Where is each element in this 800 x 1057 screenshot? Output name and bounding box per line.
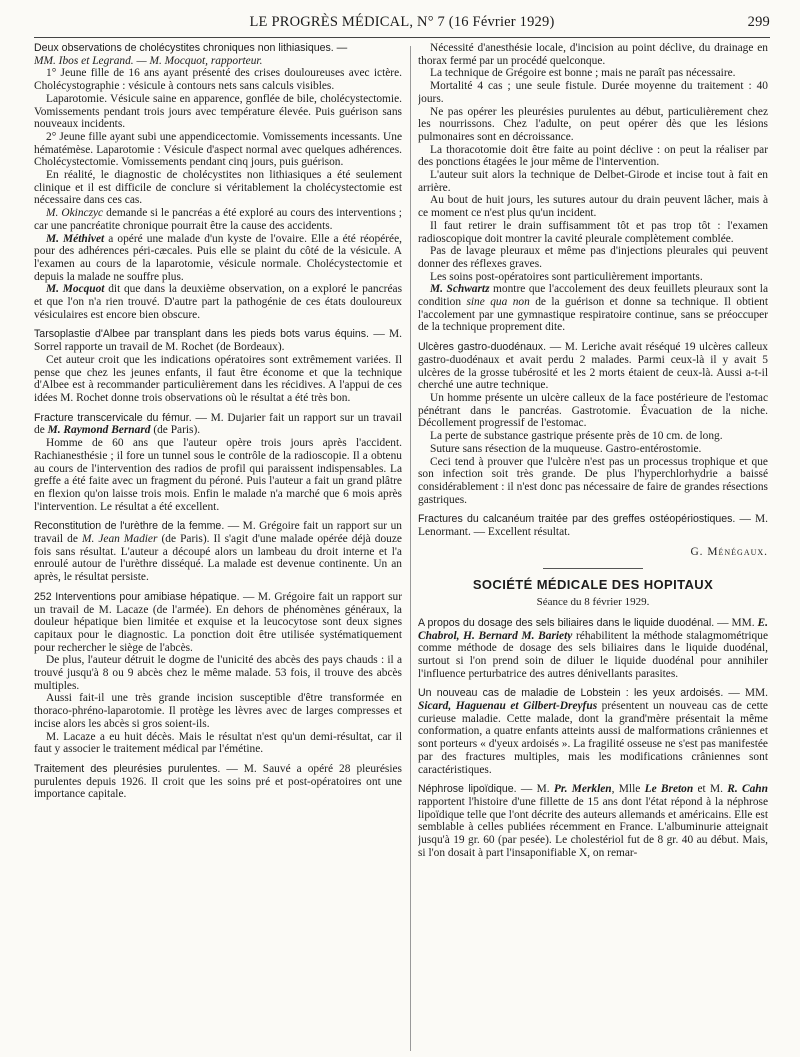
speaker-name: M. Schwartz bbox=[430, 283, 490, 296]
paragraph: L'auteur suit alors la technique de Delbet-Girode et incise tout à fait en arrière. bbox=[418, 169, 768, 194]
article-urethre bbox=[34, 520, 402, 584]
header-rule bbox=[34, 37, 770, 38]
article-pleuresies-continued bbox=[418, 42, 768, 334]
author-names: Pr. Merklen bbox=[553, 783, 612, 796]
article-calcaneum bbox=[418, 513, 768, 538]
section-title: SOCIÉTÉ MÉDICALE DES HOPITAUX bbox=[472, 577, 714, 593]
paragraph bbox=[34, 207, 402, 232]
article-title: Reconstitution de l'urèthre de la femme. bbox=[34, 520, 225, 533]
paragraph-text: demande si le pancréas a été exploré au cours des interventions ; car une pancréatite chronique pourrait être la cause des accidents. bbox=[34, 207, 402, 232]
article-title: Fractures du calcanéum traitée par des greffes ostéopériostiques. bbox=[418, 513, 736, 526]
article-pleuresies bbox=[34, 763, 402, 801]
article-ulceres bbox=[418, 341, 768, 506]
article-lead: (de Paris). Il s'agit d'une malade opérée déjà douze fois sans résultat. L'auteur a découpé alors un lambeau du droit interne et l'a enroulé autour de l'urèthre disséqué. La malade est devenue continente. Un an après, le résultat persiste. bbox=[34, 533, 402, 584]
author-names: Le Breton bbox=[644, 783, 694, 796]
paragraph: 2° Jeune fille ayant subi une appendicectomie. Vomissements incessants. Une hématémèse. Laparotomie : Vésicule d'aspect normal avec quelques adhérences. Cholécystectomie. Vomissements pendant cinq jours, puis guérison. bbox=[34, 130, 402, 169]
author-names: E. Chabrol, H. Bernard M. Bariety bbox=[418, 616, 768, 642]
paragraph bbox=[34, 283, 402, 321]
author-names: Sicard, Haguenau et Gilbert-Dreyfus bbox=[418, 700, 598, 713]
paragraph: Il faut retirer le drain suffisamment tôt et pas trop tôt : l'examen radioscopique doit montrer la cavité pleurale complètement comblée. bbox=[418, 219, 768, 245]
article-title: A propos du dosage des sels biliaires dans le liquide duodénal. bbox=[418, 616, 715, 629]
article-lead: (de Paris). bbox=[150, 424, 201, 437]
article-authors: MM. Ibos et Legrand. — M. Mocquot, rapporteur. bbox=[34, 54, 263, 67]
article-title: Ulcères gastro-duodénaux. bbox=[418, 341, 547, 354]
paragraph bbox=[418, 283, 768, 334]
article-title: Un nouveau cas de maladie de Lobstein : les yeux ardoisés. bbox=[418, 687, 724, 700]
article-lead: — MM. bbox=[723, 687, 768, 700]
article-lead: — M. Leriche avait réséqué 19 ulcères calleux gastro-duodénaux et avait perdu 2 malades. Parmi ceux-là il y avait 5 ulcères de la grosse tubérosité et les 2 morts étaient de ceux-là. Aussi a-t-il cherché une autre technique. bbox=[418, 341, 768, 392]
paragraph: Laparotomie. Vésicule saine en apparence, gonflée de bile, cholécystectomie. Vomissements pendant trois jours avec température élevée. Puis guérison sans nouveaux incidents. bbox=[34, 92, 402, 131]
speaker-name: M. Okinczyc bbox=[46, 207, 104, 220]
article-title: Tarsoplastie d'Albee par transplant dans les pieds bots varus équins. bbox=[34, 328, 369, 341]
running-title: LE PROGRÈS MÉDICAL, N° 7 (16 Février 1929) bbox=[249, 14, 555, 30]
column-divider bbox=[410, 46, 411, 1051]
paragraph-text: de la guérison et donne sa technique. Il obtient l'accolement par une gymnastique respiratoire continue, sans se préoccuper de la technique proprement dite. bbox=[418, 296, 768, 334]
author-signature: G. Ménégaux. bbox=[690, 545, 768, 558]
speaker-name: M. Méthivet bbox=[46, 232, 105, 245]
author-names: R. Cahn bbox=[727, 783, 768, 796]
paragraph: Nécessité d'anesthésie locale, d'incision au point déclive, du drainage en thorax fermé par un procédé quelconque. bbox=[418, 42, 768, 67]
article-lead: présentent un nouveau cas de cette curieuse maladie. Cette malade, dont la grand'mère présentait la même conformation, a quatre enfants atteints aussi de malformations crâniennes et sont porteurs « d'yeux ardoisés ». La fragilité osseuse ne s'est pas manifestée par des fractures multiples, mais les modifications crâniennes sont caractéristiques. bbox=[418, 700, 768, 776]
paragraph: Cet auteur croit que les indications opératoires sont extrêmement variées. Il pense que chez les jeunes enfants, il faut être économe et que la technique d'Albee est à recommander particulièrement dans les récidives. A l'appui de ces idées M. Rochet donne trois observations où le résultat a été très bon. bbox=[34, 353, 402, 404]
article-title: Néphrose lipoïdique. bbox=[418, 783, 517, 796]
paragraph: De plus, l'auteur détruit le dogme de l'unicité des abcès des pays chauds : il a trouvé jusqu'à 8 ou 9 abcès chez le même malade. 53 fois, il trouve des abcès multiples. bbox=[34, 654, 402, 692]
paragraph: Pas de lavage pleuraux et même pas d'injections pleurales qui peuvent donner des réflexes graves. bbox=[418, 245, 768, 270]
paragraph: Aussi fait-il une très grande incision susceptible d'être transformée en thoraco-phréno-laparotomie. Il protège les lèvres avec de larges compresses et incise alors les abcès si gros soient-ils. bbox=[34, 692, 402, 730]
article-lead: — M. Sauvé a opéré 28 pleurésies purulentes depuis 1926. Il croit que les soins pré et post-opératoires ont une importance capitale. bbox=[34, 762, 402, 801]
paragraph-text: a opéré une malade d'un kyste de l'ovaire. Elle a été réopérée, pour des adhérences péri-cæcales. Puis elle se plaint du côté de la vésicule. A l'examen au cours de la laparotomie, vésicule normale. Cholécystectomie et depuis la malade ne souffre plus. bbox=[34, 232, 402, 283]
article-lead: et M. bbox=[693, 783, 728, 796]
article-title: 252 Interventions pour amibiase hépatique. bbox=[34, 590, 240, 603]
paragraph: Les soins post-opératoires sont particulièrement importants. bbox=[430, 270, 703, 283]
article-lead: , Mlle bbox=[611, 783, 645, 796]
paragraph: Mortalité 4 cas ; une seule fistule. Durée moyenne du traitement : 40 jours. bbox=[418, 80, 768, 105]
article-lead: — M. bbox=[516, 783, 554, 796]
article-lead: — M. Grégoire fait un rapport sur un travail de bbox=[34, 520, 402, 546]
article-fracture-femur bbox=[34, 412, 402, 514]
page-number: 299 bbox=[747, 14, 770, 30]
latin-phrase: sine qua non bbox=[466, 296, 530, 309]
article-lead: — M. Lenormant. — Excellent résultat. bbox=[418, 513, 768, 539]
article-sels-biliaires bbox=[418, 617, 768, 681]
article-lobstein bbox=[418, 687, 768, 776]
article-lead: réhabilitent la méthode stalagmométrique comme méthode de dosage des sels biliaires dans le liquide duodénal, surtout si l'on prend soin de diluer le liquide duodénal pour annihiler l'influence perturbatrice des autres dénivellants parasites. bbox=[418, 629, 768, 680]
author-name: M. Raymond Bernard bbox=[47, 424, 151, 437]
paragraph-text: dit que dans la deuxième observation, on a exploré le pancréas et que l'on n'a rien trouvé. D'autre part la pathogénie de ces états douloureux vésiculaires est encore bien obscure. bbox=[34, 283, 402, 321]
article-title: Deux observations de cholécystites chroniques non lithiasiques. — bbox=[34, 42, 348, 54]
article-title: Traitement des pleurésies purulentes. bbox=[34, 762, 221, 775]
article-amibiase bbox=[34, 591, 402, 756]
paragraph: Ne pas opérer les pleurésies purulentes au début, particulièrement chez les nourrissons. Chez l'adulte, on peut opérer dès que les lésions pulmonaires sont en décroissance. bbox=[418, 105, 768, 143]
paragraph-text: montre que l'accolement des deux feuillets pleuraux sont la condition bbox=[418, 283, 768, 309]
paragraph: La thoracotomie doit être faite au point déclive : on peut la réaliser par des ponctions étagées le jour même de l'intervention. bbox=[418, 143, 768, 169]
section-rule bbox=[543, 568, 643, 569]
paragraph: En réalité, le diagnostic de cholécystites non lithiasiques a été seulement clinique et il est difficile de conclure si véritablement la cholécystectomie est nécessaire dans ces cas. bbox=[34, 169, 402, 207]
left-column bbox=[34, 42, 402, 1052]
paragraph: Au bout de huit jours, les sutures autour du drain peuvent lâcher, mais à ce moment ce n'est plus qu'un incident. bbox=[418, 194, 768, 220]
paragraph bbox=[34, 233, 402, 284]
article-lead: — M. Sorrel rapporte un travail de M. Rochet (de Bordeaux). bbox=[34, 328, 402, 354]
paragraph: La technique de Grégoire est bonne ; mais ne paraît pas nécessaire. bbox=[430, 67, 736, 80]
article-lead: — M. Grégoire fait un rapport sur un travail de M. Lacaze (de l'armée). En dehors de phénomènes généraux, la douleur hépatique bien limitée et exquise et la leucocytose sont deux signes capitaux pour le diagnostic. La ponction doit être utilisée systématiquement pour rechercher le siège de l'abcès. bbox=[34, 590, 402, 654]
paragraph: La perte de substance gastrique présente près de 10 cm. de long. bbox=[430, 430, 723, 443]
article-tarsoplastie bbox=[34, 328, 402, 404]
speaker-name: M. Mocquot bbox=[46, 283, 105, 296]
paragraph: Un homme présente un ulcère calleux de la face postérieure de l'estomac pénétrant dans le pancréas. Gastrotomie. Évacuation de la niche. Décollement progressif de l'estomac. bbox=[418, 391, 768, 430]
right-column bbox=[418, 42, 768, 1052]
article-lead: — M. Dujarier fait un rapport sur un travail de bbox=[34, 411, 402, 437]
author-name: M. Jean Madier bbox=[81, 533, 158, 546]
paragraph: Suture sans résection de la muqueuse. Gastro-entérostomie. bbox=[430, 442, 702, 455]
paragraph: Homme de 60 ans que l'auteur opère trois jours après l'accident. Rachianesthésie ; il fore un tunnel sous le contrôle de la radioscopie. Il a obtenu au cours de l'intervention des radios de profil qui paraissent indispensables. La greffe a été faite avec un fragment du péroné. Puis l'auteur a fait un grand plâtre en flexion qu'on laisse trois mois. Enfin le malade n'a marché que 6 mois après l'intervention. Le résultat a été excellent. bbox=[34, 437, 402, 513]
article-lead: rapportent l'histoire d'une fillette de 15 ans dont l'état répond à la néphrose lipoïdique telle que l'ont décrite des auteurs allemands et américains. Elle est semblable à celles publiées récemment en France. L'albuminurie atteignait jusqu'à 19 gr. 60 (par pesée). Le cholestériol fut de 8 gr. 40 au début. Mais, si l'on dosait à part l'insaponifiable X, on remar- bbox=[418, 795, 768, 859]
article-title: Fracture transcervicale du fémur. bbox=[34, 411, 192, 424]
section-date: Séance du 8 février 1929. bbox=[536, 596, 650, 609]
article-nephrose bbox=[418, 783, 768, 859]
paragraph: 1° Jeune fille de 16 ans ayant présenté des crises douloureuses avec ictère. Cholécystographie : vésicule à contours nets sans calculs visibles. bbox=[34, 67, 402, 93]
paragraph: Ceci tend à prouver que l'ulcère n'est pas un processus trophique et que son infection soit très grande. De plus l'hyperchlorhydrie a baissé considérablement : il n'est donc pas nécessaire de faire de grandes résections gastriques. bbox=[418, 455, 768, 506]
article-lead: — MM. bbox=[714, 616, 758, 629]
article-cholecystites bbox=[34, 42, 402, 321]
paragraph: M. Lacaze a eu huit décès. Mais le résultat n'est qu'un demi-résultat, car il faut y associer le traitement médical par l'émétine. bbox=[34, 730, 402, 756]
